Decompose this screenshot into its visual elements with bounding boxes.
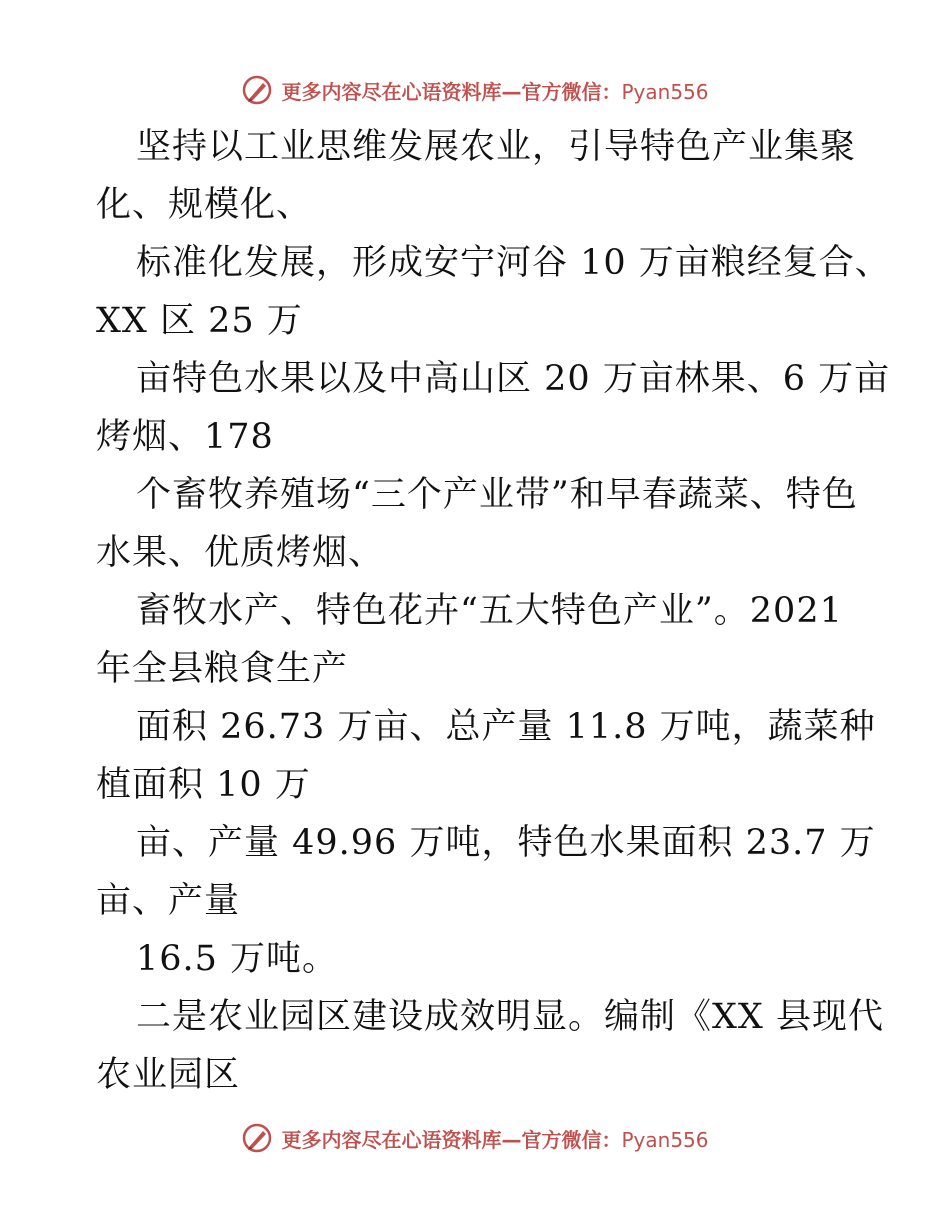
text-line: 农业园区: [96, 1055, 241, 1095]
text-line: XX 区 25 万: [96, 301, 303, 341]
text-line: 二是农业园区建设成效明显。编制《XX 县现代: [136, 997, 884, 1037]
text-line: 化、规模化、: [96, 185, 313, 225]
text-line: 烤烟、178: [96, 417, 274, 457]
text-line: 亩特色水果以及中高山区 20 万亩林果、6 万亩: [136, 359, 891, 399]
text-line: 16.5 万吨。: [136, 939, 339, 979]
text-line: 面积 26.73 万亩、总产量 11.8 万吨，蔬菜种: [136, 707, 876, 747]
pen-logo-icon: [241, 74, 273, 106]
pen-logo-icon: [241, 1122, 273, 1154]
text-line: 标准化发展，形成安宁河谷 10 万亩粮经复合、: [136, 243, 891, 283]
text-line: 坚持以工业思维发展农业，引导特色产业集聚: [136, 127, 857, 167]
document-body: [96, 118, 891, 1104]
text-line: 亩、产量: [96, 881, 241, 921]
text-line: 亩、产量 49.96 万吨，特色水果面积 23.7 万: [136, 823, 876, 863]
text-line: 水果、优质烤烟、: [96, 533, 385, 573]
text-line: 畜牧水产、特色花卉“五大特色产业”。2021: [136, 591, 843, 631]
watermark-text: 更多内容尽在心语资料库—官方微信：Pyan556: [281, 79, 709, 104]
watermark-text: 更多内容尽在心语资料库—官方微信：Pyan556: [281, 1127, 709, 1152]
text-line: 年全县粮食生产: [96, 649, 349, 689]
header-watermark: [0, 70, 950, 110]
text-line: 植面积 10 万: [96, 765, 311, 805]
text-line: 个畜牧养殖场“三个产业带”和早春蔬菜、特色: [136, 475, 858, 515]
footer-watermark: [0, 1118, 950, 1158]
